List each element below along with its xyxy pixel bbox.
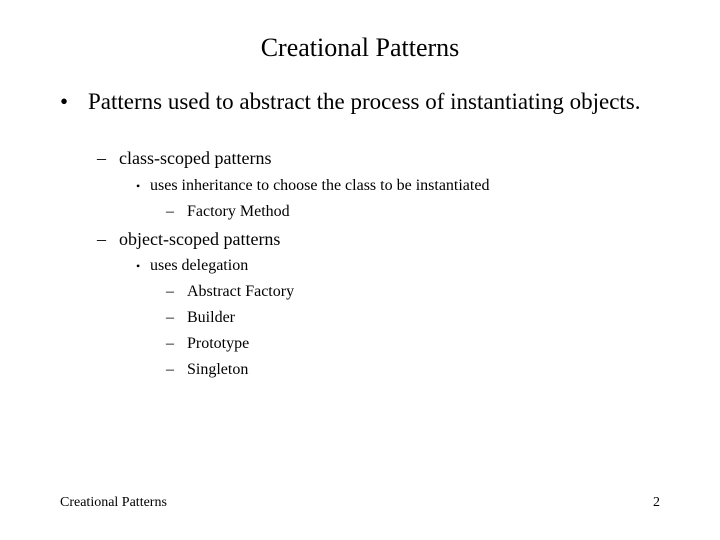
pattern-item-factory-method: [166, 201, 290, 223]
object-scoped-text: object-scoped patterns: [119, 229, 281, 249]
object-scoped-detail-text: uses delegation: [150, 257, 249, 274]
dash-marker: –: [166, 283, 174, 300]
pattern-name: Singleton: [187, 361, 249, 378]
main-bullet-marker: •: [60, 89, 69, 114]
pattern-item-builder: [166, 307, 235, 329]
class-scoped-detail-text: uses inheritance to choose the class to be instantiated: [150, 177, 490, 194]
dash-marker: –: [166, 361, 174, 378]
dash-marker: –: [166, 203, 174, 220]
pattern-item-prototype: [166, 333, 249, 355]
main-bullet-text: Patterns used to abstract the process of instantiating objects.: [88, 89, 641, 114]
pattern-item-abstract-factory: [166, 281, 294, 303]
object-scoped-detail: [136, 255, 248, 277]
pattern-name: Factory Method: [187, 203, 290, 220]
bullet-marker: •: [136, 179, 141, 193]
page-number: 2: [653, 495, 660, 510]
class-scoped-detail: [136, 175, 489, 197]
dash-marker: –: [97, 148, 106, 168]
pattern-item-singleton: [166, 359, 248, 381]
main-bullet: [60, 87, 660, 116]
pattern-name: Prototype: [187, 335, 250, 352]
slide-title: Creational Patterns: [260, 33, 460, 62]
pattern-name: Abstract Factory: [187, 283, 295, 300]
bullet-marker: •: [136, 259, 141, 273]
class-scoped-item: [97, 146, 271, 170]
dash-marker: –: [97, 229, 106, 249]
pattern-name: Builder: [187, 309, 235, 326]
dash-marker: –: [166, 335, 174, 352]
class-scoped-text: class-scoped patterns: [119, 148, 272, 168]
object-scoped-item: [97, 227, 280, 251]
dash-marker: –: [166, 309, 174, 326]
footer-title: Creational Patterns: [60, 495, 167, 510]
